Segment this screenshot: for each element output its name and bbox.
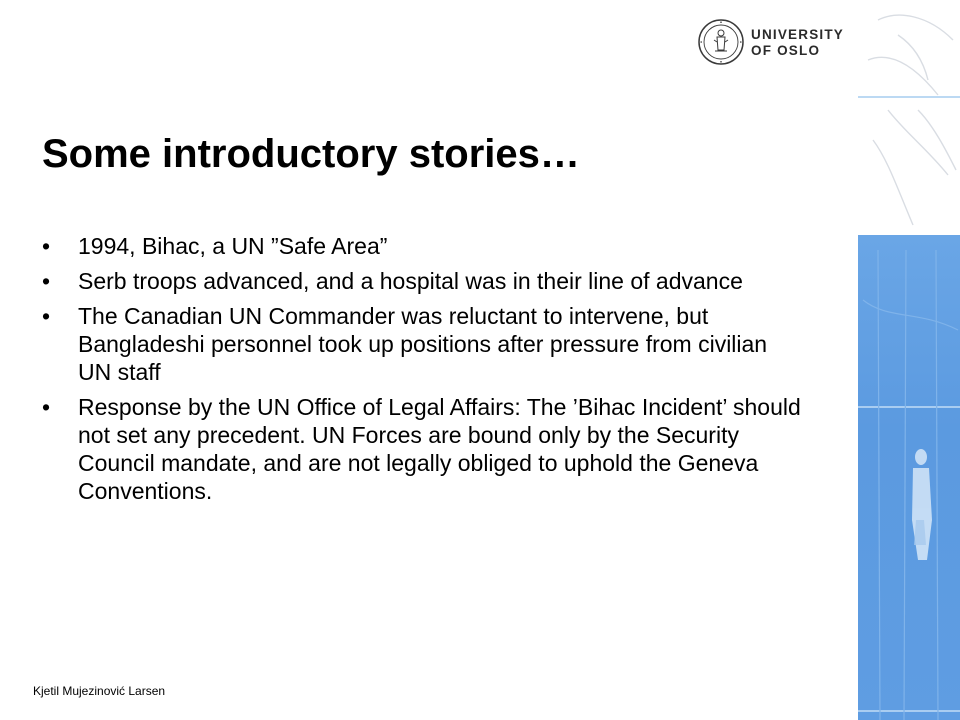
footer-author: Kjetil Mujezinović Larsen: [33, 684, 166, 698]
university-logo: [697, 18, 847, 70]
university-seal-icon: [697, 18, 745, 66]
slide-title: Some introductory stories…: [42, 132, 580, 176]
university-name: [751, 27, 844, 59]
bullet-item: [42, 393, 802, 505]
bullet-text: Serb troops advanced, and a hospital was in their line of advance: [78, 268, 743, 294]
bullet-marker: •: [42, 303, 51, 329]
bullet-item: [42, 232, 802, 260]
side-decoration-panel: [858, 0, 960, 720]
bullet-item: [42, 267, 802, 295]
university-name-line1: UNIVERSITY: [751, 27, 845, 42]
bullet-list: [42, 232, 802, 512]
bullet-item: [42, 302, 802, 386]
bullet-text: Response by the UN Office of Legal Affairs: The ’Bihac Incident’ should not set any precedent. UN Forces are bound only by the Security Council mandate, and are not legally obliged to uphold the Geneva Conventions.: [78, 394, 801, 504]
bullet-marker: •: [42, 233, 51, 259]
bullet-marker: •: [42, 394, 51, 420]
bullet-text: 1994, Bihac, a UN ”Safe Area”: [78, 233, 388, 259]
statue-relief-icon: [858, 0, 960, 720]
university-name-line2: OF OSLO: [751, 43, 821, 58]
bullet-marker: •: [42, 268, 51, 294]
bullet-text: The Canadian UN Commander was reluctant to intervene, but Bangladeshi personnel took up positions after pressure from civilian UN staff: [78, 303, 768, 385]
